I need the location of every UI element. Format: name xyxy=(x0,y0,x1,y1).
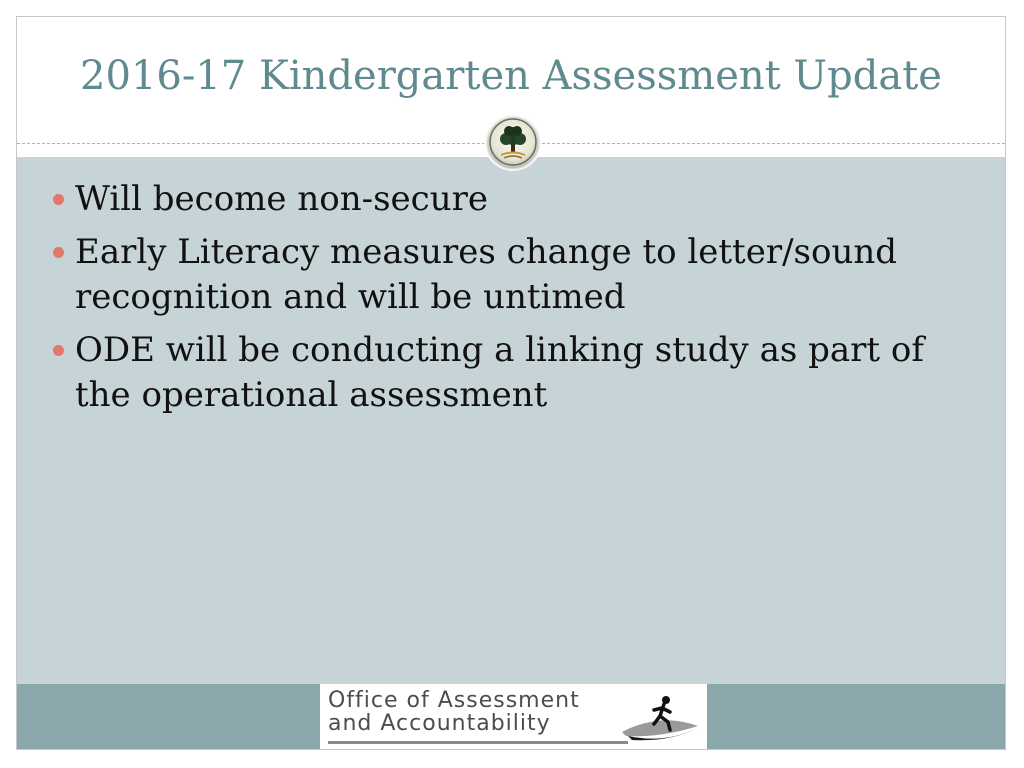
slide-title: 2016-17 Kindergarten Assessment Update xyxy=(80,53,942,99)
bullet-item xyxy=(47,230,987,320)
footer-logo xyxy=(320,684,707,750)
tree-emblem-icon xyxy=(488,117,538,167)
slide xyxy=(16,16,1006,750)
logo-line-2: and Accountability xyxy=(328,711,551,736)
bullet-item xyxy=(47,177,987,222)
bullet-dot xyxy=(53,345,64,356)
bullet-item xyxy=(47,328,987,418)
runner-icon xyxy=(620,692,700,744)
bullet-text: Early Literacy measures change to letter/sound recognition and will be untimed xyxy=(75,232,898,317)
tree-emblem-graphic xyxy=(488,117,538,167)
logo-rule xyxy=(328,741,628,744)
bullet-dot xyxy=(53,247,64,258)
bullet-dot xyxy=(53,194,64,205)
logo-line-1: Office of Assessment xyxy=(328,688,580,713)
bullet-list xyxy=(47,177,987,426)
bullet-text: Will become non-secure xyxy=(75,179,488,219)
bullet-text: ODE will be conducting a linking study as part of the operational assessment xyxy=(75,330,924,415)
